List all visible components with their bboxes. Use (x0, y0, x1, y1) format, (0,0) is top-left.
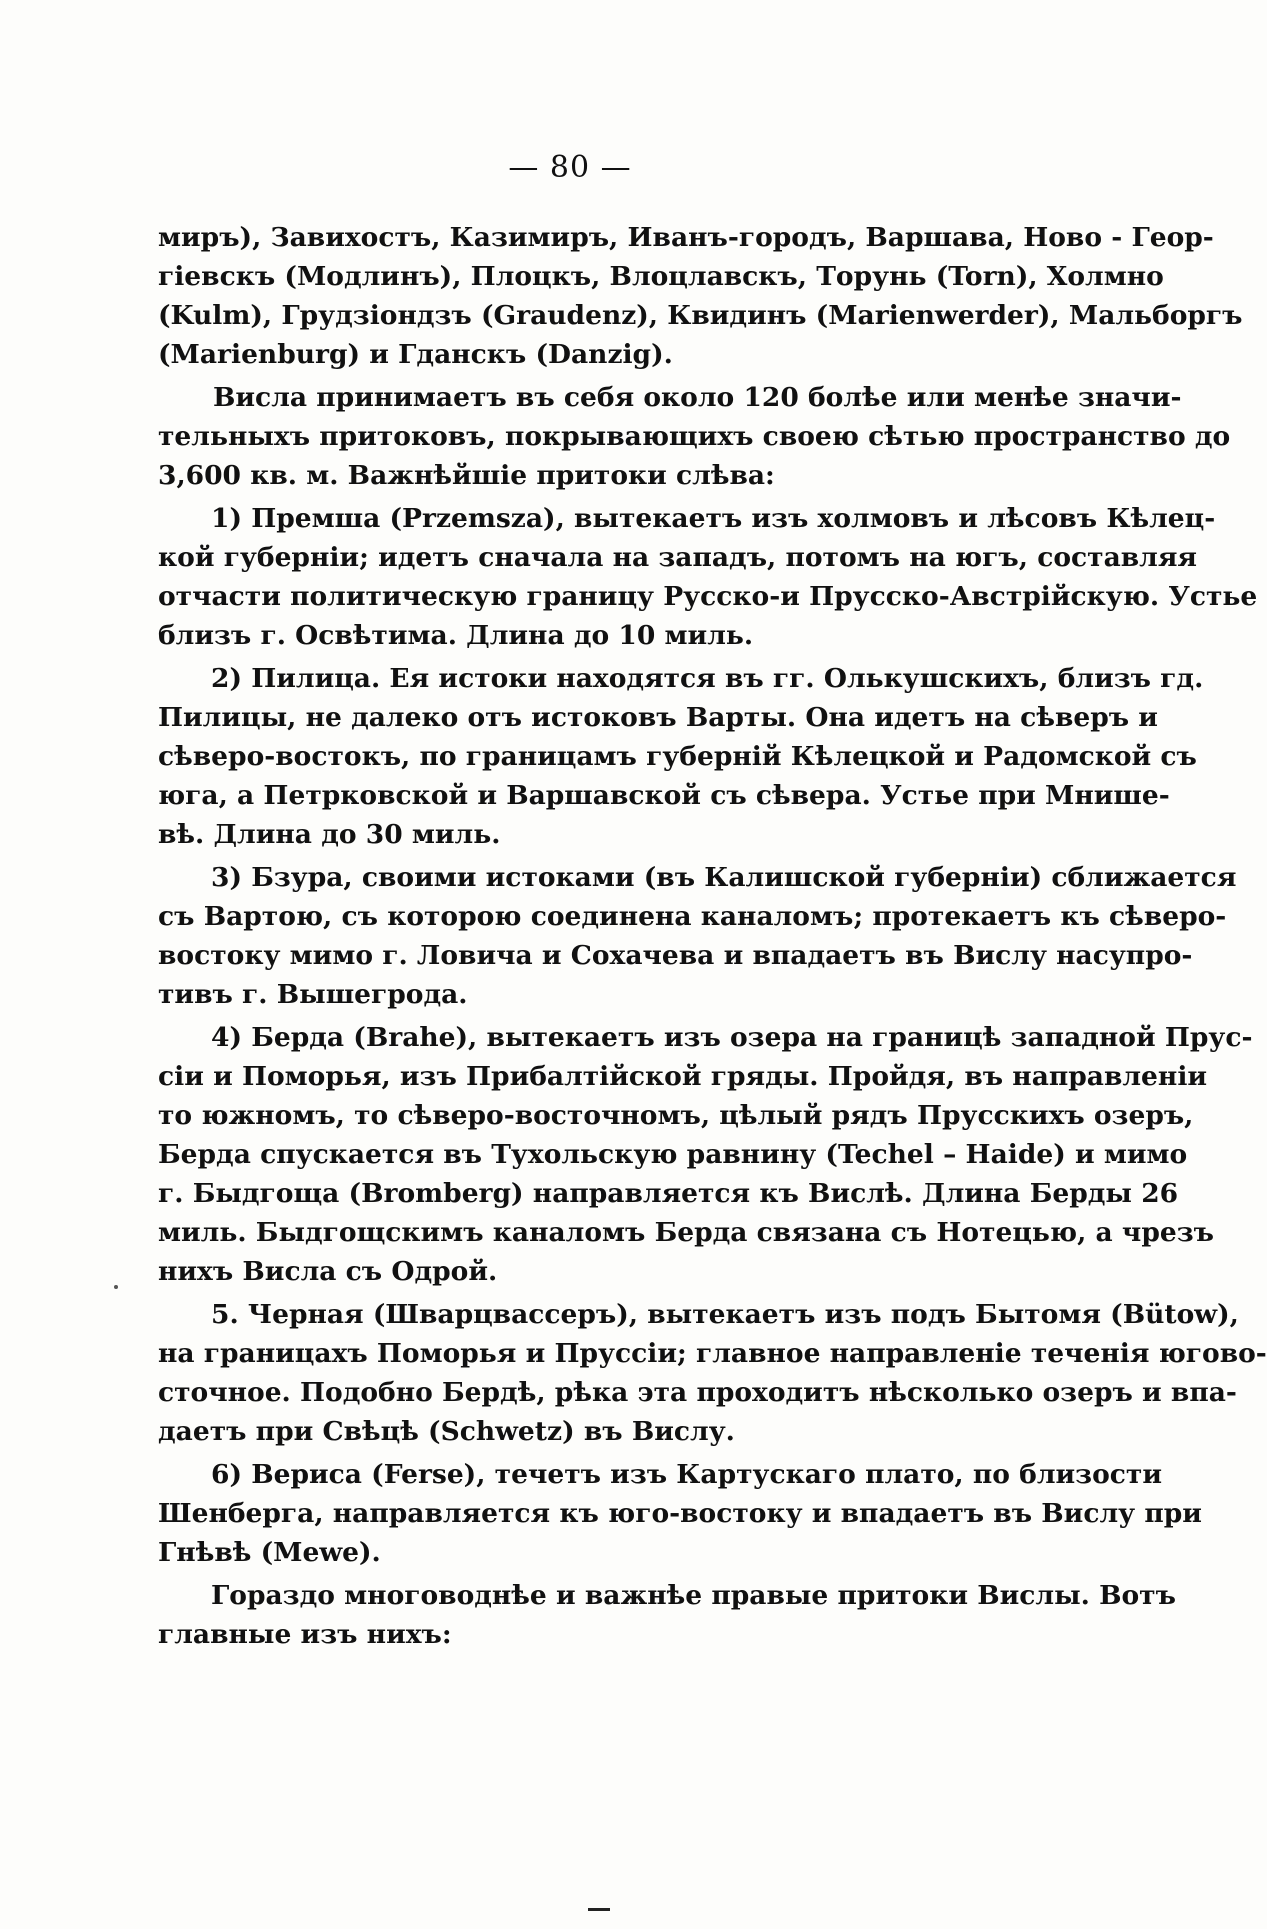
text-line: 5. Черная (Шварцвассеръ), вытекаетъ изъ подъ Бытомя (Bütow), (211, 1299, 1239, 1330)
text-line: главные изъ нихъ: (158, 1619, 452, 1650)
text-line: г. Быдгоща (Bromberg) направляется къ Вислѣ. Длина Берды 26 (158, 1178, 1179, 1209)
text-line: тельныхъ притоковъ, покрывающихъ своею сѣтью пространство до (158, 421, 1231, 452)
text-line: на границахъ Поморья и Пруссіи; главное направленіе теченія югово- (158, 1338, 1267, 1369)
text-line: вѣ. Длина до 30 миль. (158, 819, 501, 850)
text-line: Пилицы, не далеко отъ истоковъ Варты. Она идетъ на сѣверъ и (158, 702, 1158, 733)
text-line: съ Вартою, съ которою соединена каналомъ; протекаетъ къ сѣверо- (158, 901, 1227, 932)
text-line: миръ), Завихостъ, Казимиръ, Иванъ-городъ, Варшава, Ново - Геор- (158, 222, 1214, 253)
text-line: сѣверо-востокъ, по границамъ губерній Кѣлецкой и Радомской съ (158, 741, 1197, 772)
text-line: 2) Пилица. Ея истоки находятся въ гг. Олькушскихъ, близъ гд. (211, 663, 1204, 694)
paragraph-right-tributaries (158, 1576, 1176, 1654)
paragraph-czarna (158, 1295, 1267, 1451)
text-line: юга, а Петрковской и Варшавской съ сѣвера. Устье при Мнише- (158, 780, 1170, 811)
paragraph-bzura (158, 858, 1237, 1014)
text-line: (Marienburg) и Гданскъ (Danzig). (158, 339, 673, 370)
text-line: отчасти политическую границу Русско-и Прусско-Австрійскую. Устье (158, 581, 1258, 612)
paragraph-tributaries-intro (158, 378, 1231, 495)
text-line: 3,600 кв. м. Важнѣйшіе притоки слѣва: (158, 460, 775, 491)
text-line: 6) Вериса (Ferse), течетъ изъ Картускаго плато, по близости (211, 1459, 1162, 1490)
text-line: востоку мимо г. Ловича и Сохачева и впадаетъ въ Вислу насупро- (158, 940, 1193, 971)
text-line: близъ г. Освѣтима. Длина до 10 миль. (158, 620, 754, 651)
text-line: сіи и Поморья, изъ Прибалтійской гряды. Пройдя, въ направленіи (158, 1061, 1208, 1092)
text-line: 3) Бзура, своими истоками (въ Калишской губерніи) сближается (211, 862, 1237, 893)
text-line: Висла принимаетъ въ себя около 120 болѣе или менѣе значи- (213, 382, 1182, 413)
text-line: кой губерніи; идетъ сначала на западъ, потомъ на югъ, составляя (158, 542, 1197, 573)
text-line: Шенберга, направляется къ юго-востоку и впадаетъ въ Вислу при (158, 1498, 1202, 1529)
page-number: — 80 — (508, 150, 632, 185)
paragraph-ferse (158, 1455, 1202, 1572)
text-line: то южномъ, то сѣверо-восточномъ, цѣлый рядъ Прусскихъ озеръ, (158, 1100, 1194, 1131)
paragraph-brahe (158, 1018, 1253, 1291)
paragraph-pilica (158, 659, 1204, 854)
text-line: 1) Премша (Przemsza), вытекаетъ изъ холмовъ и лѣсовъ Кѣлец- (211, 503, 1216, 534)
text-line: Берда спускается въ Тухольскую равнину (Techel – Haide) и мимо (158, 1139, 1188, 1170)
body-text (158, 218, 1267, 1654)
text-line: миль. Быдгощскимъ каналомъ Берда связана съ Нотецью, а чрезъ (158, 1217, 1214, 1248)
text-line: 4) Берда (Brahe), вытекаетъ изъ озера на границѣ западной Прус- (211, 1022, 1253, 1053)
paragraph-cities (158, 218, 1243, 374)
text-line: Гораздо многоводнѣе и важнѣе правые притоки Вислы. Вотъ (211, 1580, 1176, 1611)
text-line: нихъ Висла съ Одрой. (158, 1256, 498, 1287)
text-line: тивъ г. Вышегрода. (158, 979, 468, 1010)
text-line: гіевскъ (Модлинъ), Плоцкъ, Влоцлавскъ, Торунь (Torn), Холмно (158, 261, 1164, 292)
footer-mark (588, 1908, 610, 1911)
text-line: (Kulm), Грудзіондзъ (Graudenz), Квидинъ (Marienwerder), Мальборгъ (158, 300, 1243, 331)
text-line: сточное. Подобно Бердѣ, рѣка эта проходитъ нѣсколько озеръ и впа- (158, 1377, 1237, 1408)
scan-speck (114, 1285, 118, 1289)
text-line: Гнѣвѣ (Mewe). (158, 1537, 381, 1568)
paragraph-przemsza (158, 499, 1258, 655)
text-line: даетъ при Свѣцѣ (Schwetz) въ Вислу. (158, 1416, 735, 1447)
